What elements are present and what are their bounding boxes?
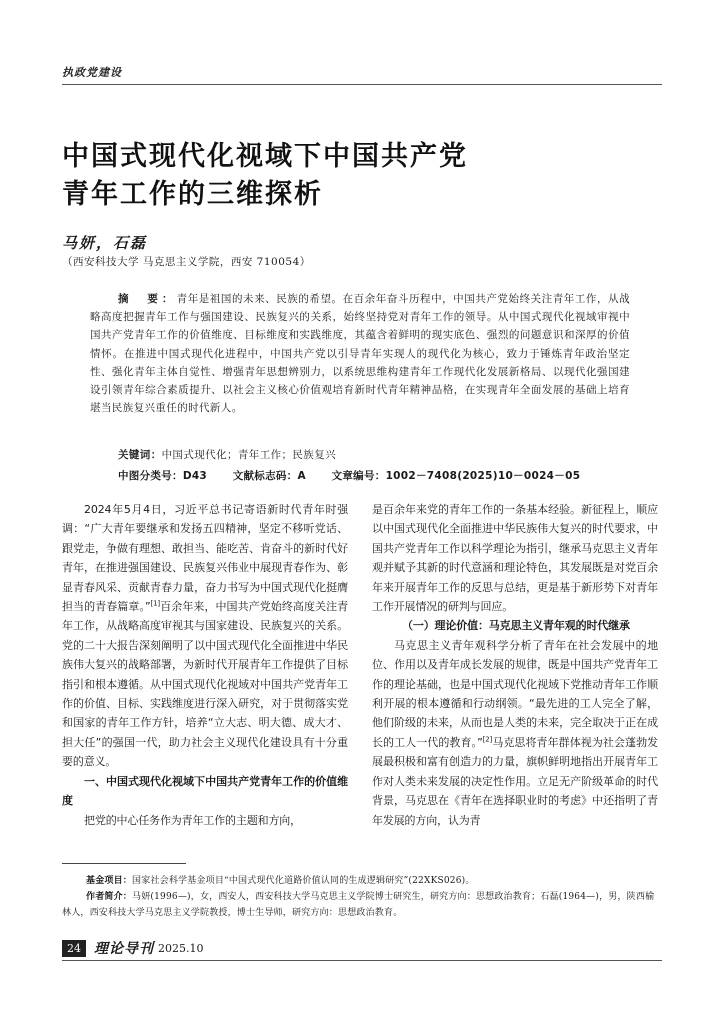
paragraph: 是百余年来党的青年工作的一条基本经验。新征程上，顺应以中国式现代化全面推进中华民族伟大复兴的时代要求，中国共产党青年工作以科学理论为指引，继承马克思主义青年观并赋予其新的时代意涵和理论特色，其发展既是对党百余年来开展青年工作的反思与总结，更是基于新形势下对青年工作开展情况的研判与回应。 (372, 503, 658, 614)
keywords-label: 关键词： (118, 449, 162, 461)
citation-ref: [2] (482, 735, 493, 744)
footnotes (62, 873, 662, 921)
body-left-column (62, 500, 348, 830)
article-title-line2: 青年工作的三维探析 (62, 179, 323, 210)
author-note: 作者简介：马妍(1996—)，女，西安人，西安科技大学马克思主义学院博士研究生，研究方向：思想政治教育；石磊(1964—)，男，陕西榆林人，西安科技大学马克思主义学院教授，博士生导师，研究方向：思想政治教育。 (62, 892, 655, 918)
keywords-text: 中国式现代化；青年工作；民族复兴 (161, 449, 337, 461)
subsection-heading: （一）理论价值：马克思主义青年观的时代继承 (402, 619, 630, 633)
citation-ref: [1] (150, 599, 160, 608)
doc-code: 文献标志码：A (232, 470, 306, 482)
journal-name: 理论导刊 (94, 941, 154, 957)
section-label: 执政党建设 (62, 66, 122, 79)
article-title-line1: 中国式现代化视域下中国共产党 (62, 141, 468, 172)
page-number: 24 (62, 940, 86, 957)
article-number: 文章编号：1002－7408(2025)10－0024－05 (331, 470, 581, 482)
footer-divider (62, 960, 662, 961)
body-right-column (372, 500, 658, 830)
keywords (118, 447, 336, 462)
paragraph: 把党的中心任务作为青年工作的主题和方向， (84, 813, 301, 827)
fund-note: 基金项目：国家社会科学基金项目“中国式现代化道路价值认同的生成逻辑研究”(22XKS026)。 (86, 876, 475, 886)
abstract-text: 青年是祖国的未来、民族的希望。在百余年奋斗历程中，中国共产党始终关注青年工作，从战略高度把握青年工作与强国建设、民族复兴的关系，始终坚持党对青年工作的领导。从中国式现代化视域审视中国共产党青年工作的价值维度、目标维度和实践维度，其蕴含着鲜明的现实底色、强烈的问题意识和深厚的价值情怀。在推进中国式现代化进程中，中国共产党以引导青年实现人的现代化为核心，致力于锤炼青年政治坚定性、强化青年主体自觉性、增强青年思想辨别力，以系统思维构建青年工作现代化发展新格局、以现代化强国建设引领青年综合素质提升、以社会主义核心价值观培育新时代青年精神品格，在实现青年全面发展的基础上培育堪当民族复兴重任的时代新人。 (90, 293, 631, 415)
affiliation: （西安科技大学 马克思主义学院，西安 710054） (62, 256, 311, 268)
abstract-label: 摘 要： (118, 293, 177, 305)
issue-date: 2025.10 (158, 942, 204, 955)
authors: 马妍，石磊 (62, 234, 148, 252)
classification-line (118, 468, 602, 483)
paragraph: 马克思主义青年观科学分析了青年在社会发展中的地位、作用以及青年成长发展的规律，既是中国共产党青年工作的理论基础，也是中国式现代化视域下党推动青年工作顺利开展的根本遵循和行动纲领。“最先进的工人完全了解，他们阶级的未来，从而也是人类的未来，完全取决于正在成长的工人一代的教育。”[2]马克思将青年群体视为社会蓬勃发展最积极和富有创造力的力量，旗帜鲜明地指出开展青年工作对人类未来发展的决定性作用。立足无产阶级革命的时代背景，马克思在《青年在选择职业时的考虑》中还指明了青年发展的方向，认为青 (372, 638, 658, 827)
footnote-divider (62, 863, 186, 864)
header-divider (62, 84, 662, 85)
paragraph: 2024年5月4日，习近平总书记寄语新时代青年时强调：“广大青年要继承和发扬五四精神，坚定不移听党话、跟党走，争做有理想、敢担当、能吃苦、肯奋斗的新时代好青年，在推进强国建设、民族复兴伟业中展现青春作为、彰显青春风采、贡献青春力量，奋力书写为中国式现代化挺膺担当的青春篇章。”[1]百余年来，中国共产党始终高度关注青年工作，从战略高度审视其与国家建设、民族复兴的关系。党的二十大报告深刻阐明了以中国式现代化全面推进中华民族伟大复兴的战略部署，为新时代开展青年工作提供了目标指引和根本遵循。从中国式现代化视域对中国共产党青年工作的价值、目标、实践维度进行深入研究，对于贯彻落实党和国家的青年工作方针，培养“立大志、明大德、成大才、担大任”的强国一代，助力社会主义现代化建设具有十分重要的意义。 (62, 503, 348, 769)
abstract (90, 290, 630, 417)
section-heading: 一、中国式现代化视域下中国共产党青年工作的价值维度 (62, 774, 348, 808)
clc-code: 中图分类号：D43 (118, 470, 208, 482)
